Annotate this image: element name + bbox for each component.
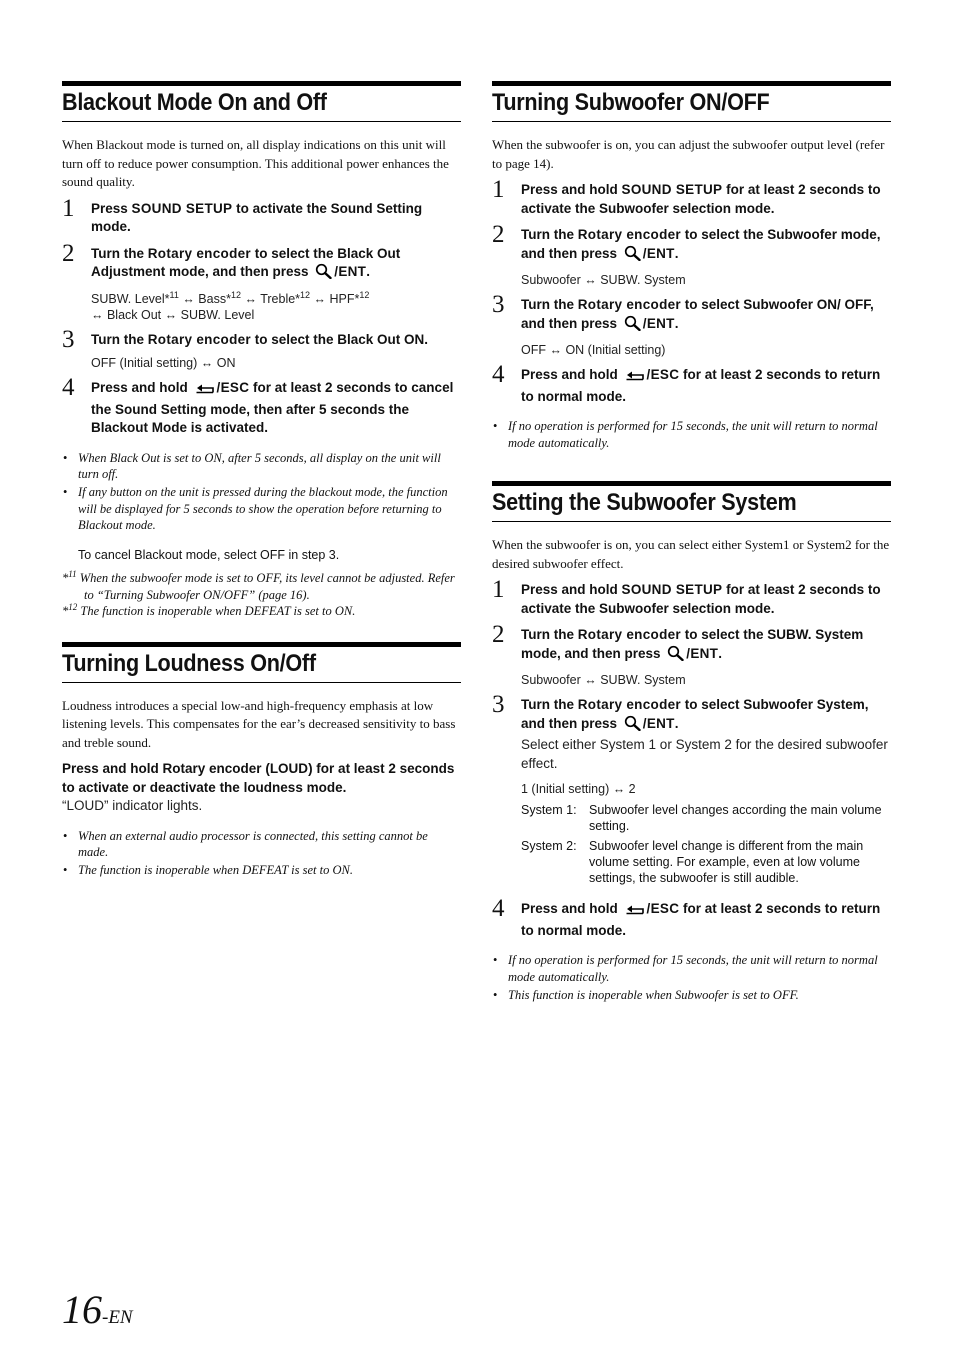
step-text: . — [718, 645, 722, 661]
list-item: • If no operation is performed for 15 seconds, the unit will return to normal mode automatically. — [492, 418, 891, 451]
key-name: SOUND SETUP — [621, 182, 723, 197]
page-number-value: 16 — [62, 1287, 102, 1332]
section-title: Blackout Mode On and Off — [62, 89, 327, 116]
key-name: SOUND SETUP — [131, 200, 233, 216]
notes-list — [492, 952, 891, 1003]
step-note: Subwoofer ↔ SUBW. System — [521, 273, 686, 287]
footnote-mark: * — [62, 604, 69, 619]
step-text: Press and hold — [521, 582, 622, 598]
step-text: . — [674, 715, 679, 731]
step-2 — [492, 221, 891, 288]
step-2 — [62, 239, 461, 323]
step-1 — [62, 194, 461, 237]
right-column — [492, 81, 891, 1014]
key-name: Rotary encoder — [147, 245, 251, 261]
superscript: 11 — [68, 568, 77, 579]
step-number: 4 — [492, 361, 505, 388]
search-icon — [624, 245, 641, 267]
key-name: LOUD — [269, 761, 309, 777]
section-intro: When the subwoofer is on, you can select either System1 or System2 for the desired subwoofer effect. — [492, 537, 890, 571]
step-text: ( — [261, 761, 270, 777]
left-column — [62, 81, 461, 889]
step-text: Press and hold — [91, 380, 192, 395]
step-text: to select the Black Out Adjustment mode, and then press — [91, 245, 401, 279]
blackout-section — [62, 81, 461, 620]
step-3 — [62, 325, 461, 372]
subwoofer-onoff-section — [492, 81, 891, 451]
instruction-note: “LOUD” indicator lights. — [62, 798, 203, 814]
step-2 — [492, 621, 891, 688]
step-text: Turn the — [91, 331, 148, 347]
step-text: to select Subwoofer System, and then press — [521, 697, 869, 731]
list-item: • When an external audio processor is connected, this setting cannot be made. — [62, 828, 461, 861]
step-text: Press and hold — [62, 761, 163, 777]
system-label: System 2: — [521, 839, 577, 853]
list-item: • The function is inoperable when DEFEAT is set to ON. — [62, 862, 461, 879]
step-text: Turn the — [521, 227, 578, 242]
section-heading — [62, 642, 461, 683]
step-text: to select the Subwoofer mode, and then press — [521, 227, 881, 261]
step-number: 2 — [62, 239, 75, 267]
step-text: Turn the — [91, 245, 148, 261]
key-name: /ESC — [216, 380, 250, 395]
step-text: Press and hold — [521, 901, 622, 917]
step-number: 4 — [62, 374, 75, 401]
list-item: • If any button on the unit is pressed during the blackout mode, the function will be displayed for 5 seconds to show the operation before returning to Blackout mode. — [62, 484, 461, 534]
step-text: for at least 2 seconds to activate the Subwoofer selection mode. — [521, 182, 881, 216]
key-name: /ENT — [642, 715, 675, 731]
step-3 — [492, 691, 891, 886]
note-text: ↔ Black Out ↔ SUBW. Level — [91, 307, 255, 322]
system-option — [521, 839, 891, 886]
section-heading — [492, 81, 891, 122]
step-text: for at least 2 seconds to cancel the Sound Setting mode, then after 5 seconds the Blackout Mode is activated. — [91, 380, 454, 435]
key-name: /ENT — [334, 264, 367, 279]
step-number: 3 — [62, 325, 75, 353]
step-number: 4 — [492, 895, 505, 923]
key-name: Rotary encoder — [577, 697, 681, 713]
search-icon — [624, 715, 641, 737]
step-note: OFF ↔ ON (Initial setting) — [521, 343, 666, 357]
step-4 — [492, 895, 891, 940]
note-text: SUBW. Level* — [91, 291, 170, 306]
footnote-text: When the subwoofer mode is set to OFF, its level cannot be adjusted. Refer to “Turning Subwoofer ON/OFF” (page 16). — [76, 571, 455, 602]
search-icon — [315, 263, 332, 285]
system-label: System 1: — [521, 803, 577, 818]
key-name: SOUND SETUP — [621, 582, 723, 598]
footnote — [62, 570, 461, 603]
list-item: • If no operation is performed for 15 seconds, the unit will return to normal mode automatically. — [492, 952, 891, 985]
key-name: Rotary encoder — [162, 761, 262, 777]
notes-list — [492, 418, 891, 451]
note-text: ↔ Treble* — [240, 291, 301, 306]
search-icon — [624, 315, 641, 337]
step-number: 2 — [492, 621, 505, 649]
step-number: 1 — [492, 576, 505, 604]
step-text: to select the SUBW. System mode, and then press — [521, 627, 864, 661]
notes-list — [62, 828, 461, 879]
step-text: Press and hold — [521, 367, 622, 382]
search-icon — [667, 645, 684, 667]
step-1 — [492, 576, 891, 618]
superscript: 12 — [230, 289, 241, 300]
footnote-mark: * — [62, 571, 69, 586]
subwoofer-system-section — [492, 481, 891, 1003]
superscript: 12 — [68, 601, 78, 612]
superscript: 12 — [300, 289, 311, 300]
step-1 — [492, 176, 891, 218]
key-name: Rotary encoder — [577, 227, 681, 242]
step-number: 3 — [492, 691, 505, 719]
loudness-section — [62, 642, 461, 879]
cancel-note: To cancel Blackout mode, select OFF in step 3. — [78, 548, 340, 563]
superscript: 11 — [169, 289, 179, 300]
step-text: ) for at least 2 seconds to activate or deactivate the loudness mode. — [62, 761, 455, 795]
step-4 — [62, 374, 461, 438]
list-item: • When Black Out is set to ON, after 5 seconds, all display on the unit will turn off. — [62, 450, 461, 483]
key-name: /ESC — [646, 367, 680, 382]
step-text: . — [674, 245, 679, 261]
section-title: Turning Subwoofer ON/OFF — [492, 89, 770, 116]
step-text: . — [674, 315, 679, 331]
step-number: 2 — [492, 221, 505, 248]
step-text: Turn the — [521, 627, 578, 643]
step-note: Subwoofer ↔ SUBW. System — [521, 673, 686, 688]
system-option — [521, 803, 891, 835]
step-number: 1 — [492, 176, 505, 203]
step-3 — [492, 291, 891, 358]
key-name: /ESC — [646, 901, 680, 917]
step-text: Turn the — [521, 697, 578, 713]
page-suffix: -EN — [102, 1307, 133, 1328]
step-note: 1 (Initial setting) ↔ 2 — [521, 782, 636, 797]
step-text: Turn the — [521, 297, 578, 312]
step-4 — [492, 361, 891, 406]
note-text: ↔ HPF* — [310, 291, 360, 306]
return-arrow-icon — [195, 382, 215, 401]
key-name: Rotary encoder — [577, 297, 681, 312]
section-intro: When the subwoofer is on, you can adjust the subwoofer output level (refer to page 14). — [492, 137, 885, 171]
key-name: Rotary encoder — [577, 627, 681, 643]
step-text: for at least 2 seconds to activate the Subwoofer selection mode. — [521, 582, 881, 616]
section-intro: When Blackout mode is turned on, all display indications on this unit will turn off to reduce power consumption. This additional power enhances the sound quality. — [62, 137, 449, 189]
section-title: Setting the Subwoofer System — [492, 489, 797, 517]
step-note — [91, 291, 461, 323]
note-text: ↔ Bass* — [178, 291, 231, 306]
step-number: 1 — [62, 194, 75, 222]
step-text: to activate the Sound Setting mode. — [91, 200, 423, 234]
key-name: /ENT — [686, 645, 719, 661]
step-explanation: Select either System 1 or System 2 for the desired subwoofer effect. — [521, 737, 888, 771]
section-heading — [62, 81, 461, 122]
footnote-text: The function is inoperable when DEFEAT is set to ON. — [77, 604, 356, 619]
step-text: . — [366, 264, 370, 279]
section-intro: Loudness introduces a special low-and high-frequency emphasis at low listening levels. This compensates for the ear’s decreased sensitivity to bass and treble sound. — [62, 697, 456, 750]
footnote — [62, 603, 461, 620]
list-item: • This function is inoperable when Subwoofer is set to OFF. — [492, 987, 891, 1004]
section-title: Turning Loudness On/Off — [62, 649, 316, 677]
step-text: Press and hold — [521, 182, 622, 197]
instruction — [62, 760, 461, 797]
return-arrow-icon — [625, 903, 645, 922]
step-note: OFF (Initial setting) ↔ ON — [91, 356, 236, 370]
section-heading — [492, 481, 891, 522]
step-text: to select Subwoofer ON/ OFF, and then press — [521, 297, 874, 331]
superscript: 12 — [359, 289, 370, 300]
key-name: /ENT — [642, 245, 675, 261]
system-description: Subwoofer level changes according the main volume setting. — [589, 803, 882, 834]
key-name: Rotary encoder — [147, 331, 251, 347]
notes-list — [62, 450, 461, 535]
step-text: Press — [91, 200, 132, 216]
system-description: Subwoofer level change is different from the main volume setting. For example, even at low volume settings, the subwoofer is still audible. — [589, 839, 864, 885]
return-arrow-icon — [625, 369, 645, 388]
page-number — [62, 1288, 133, 1340]
step-number: 3 — [492, 291, 505, 318]
step-text: for at least 2 seconds to return to normal mode. — [521, 901, 881, 938]
key-name: /ENT — [642, 315, 675, 331]
step-text: to select the Black Out ON. — [250, 331, 429, 347]
step-text: for at least 2 seconds to return to normal mode. — [521, 367, 881, 404]
